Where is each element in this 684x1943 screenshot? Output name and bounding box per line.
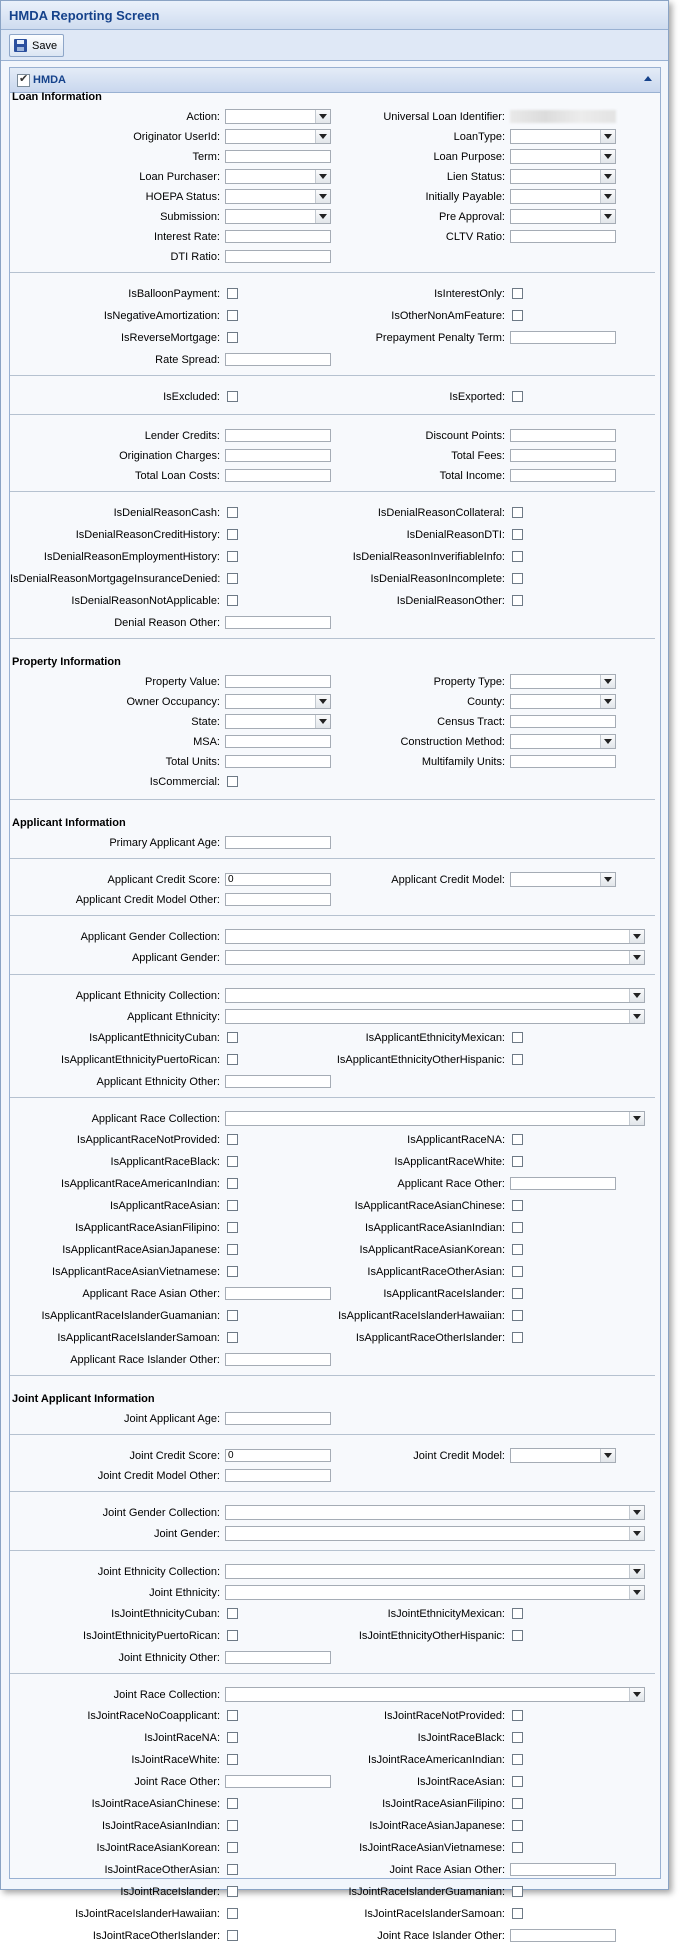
originator-userid-label: Originator UserId: — [133, 131, 220, 143]
applicant-credit-score-input[interactable]: 0 — [225, 873, 331, 886]
isapplicantraceasianchinese-checkbox[interactable] — [512, 1200, 523, 1211]
section-divider — [10, 1434, 655, 1435]
isjointraceotherasian-checkbox[interactable] — [227, 1864, 238, 1875]
isdenialreasonnotapplicable-label: IsDenialReasonNotApplicable: — [71, 595, 220, 607]
initially-payable-select[interactable] — [510, 189, 616, 204]
applicant-gender-label: Applicant Gender: — [131, 952, 220, 964]
chevron-down-icon[interactable] — [600, 695, 615, 708]
chevron-down-icon[interactable] — [629, 1010, 644, 1023]
joint-race-collection-select[interactable] — [225, 1687, 645, 1702]
loan-purchaser-label: Loan Purchaser: — [139, 171, 220, 183]
isapplicantracena-label: IsApplicantRaceNA: — [407, 1134, 505, 1146]
isapplicantraceasianfilipino-label: IsApplicantRaceAsianFilipino: — [75, 1222, 220, 1234]
isapplicantraceasianchinese-label: IsApplicantRaceAsianChinese: — [354, 1200, 505, 1212]
multifamily-units-input[interactable] — [510, 755, 616, 768]
isdenialreasoncash-label: IsDenialReasonCash: — [113, 507, 220, 519]
owner-occupancy-label: Owner Occupancy: — [126, 696, 220, 708]
joint-race-other-label: Joint Race Other: — [134, 1776, 220, 1788]
isinterestonly-label: IsInterestOnly: — [434, 288, 505, 300]
applicant-ethnicity-collection-label: Applicant Ethnicity Collection: — [75, 990, 220, 1002]
total-loan-costs-label: Total Loan Costs: — [135, 470, 220, 482]
isjointracenocoapplicant-checkbox[interactable] — [227, 1710, 238, 1721]
isapplicantraceasiankorean-label: IsApplicantRaceAsianKorean: — [359, 1244, 505, 1256]
total-income-label: Total Income: — [439, 470, 505, 482]
iscommercial-checkbox[interactable] — [227, 776, 238, 787]
isapplicantraceislanderguamanian-label: IsApplicantRaceIslanderGuamanian: — [41, 1310, 220, 1322]
joint-ethnicity-label: Joint Ethnicity: — [149, 1587, 220, 1599]
chevron-down-icon[interactable] — [600, 150, 615, 163]
isjointraceislander-label: IsJointRaceIslander: — [120, 1886, 220, 1898]
applicant-ethnicity-other-label: Applicant Ethnicity Other: — [96, 1076, 220, 1088]
isapplicantraceislanderhawaiian-label: IsApplicantRaceIslanderHawaiian: — [338, 1310, 505, 1322]
section-divider — [10, 1673, 655, 1674]
isapplicantraceasian-label: IsApplicantRaceAsian: — [109, 1200, 220, 1212]
isjointracenotprovided-label: IsJointRaceNotProvided: — [383, 1710, 505, 1722]
isapplicantraceislander-label: IsApplicantRaceIslander: — [383, 1288, 505, 1300]
prepayment-penalty-term-input[interactable] — [510, 331, 616, 344]
isapplicantethnicitycuban-label: IsApplicantEthnicityCuban: — [89, 1032, 220, 1044]
isothernonamfeature-checkbox[interactable] — [512, 310, 523, 321]
save-button-label: Save — [32, 39, 58, 52]
isdenialreasondti-checkbox[interactable] — [512, 529, 523, 540]
isjointethnicitycuban-checkbox[interactable] — [227, 1608, 238, 1619]
isjointethnicitypuertorican-label: IsJointEthnicityPuertoRican: — [83, 1630, 220, 1642]
chevron-down-icon[interactable] — [629, 1112, 644, 1125]
isjointraceamericanindian-label: IsJointRaceAmericanIndian: — [368, 1754, 505, 1766]
applicant-ethnicity-select[interactable] — [225, 1009, 645, 1024]
isjointraceislanderhawaiian-label: IsJointRaceIslanderHawaiian: — [75, 1908, 220, 1920]
isapplicantraceasianindian-label: IsApplicantRaceAsianIndian: — [364, 1222, 505, 1234]
isdenialreasondti-label: IsDenialReasonDTI: — [406, 529, 505, 541]
isapplicantracena-checkbox[interactable] — [512, 1134, 523, 1145]
joint-ethnicity-other-label: Joint Ethnicity Other: — [118, 1652, 220, 1664]
joint-ethnicity-other-input[interactable] — [225, 1651, 331, 1664]
isdenialreasoncash-checkbox[interactable] — [227, 507, 238, 518]
joint-gender-label: Joint Gender: — [153, 1528, 220, 1540]
isapplicantraceislandersamoan-label: IsApplicantRaceIslanderSamoan: — [57, 1332, 220, 1344]
isjointraceislandersamoan-label: IsJointRaceIslanderSamoan: — [364, 1908, 505, 1920]
isapplicantraceblack-checkbox[interactable] — [227, 1156, 238, 1167]
chevron-down-icon[interactable] — [600, 170, 615, 183]
title-bar — [1, 1, 668, 30]
applicant-credit-model-select[interactable] — [510, 872, 616, 887]
isapplicantethnicitycuban-checkbox[interactable] — [227, 1032, 238, 1043]
section-divider — [10, 414, 655, 415]
isjointraceislanderguamanian-checkbox[interactable] — [512, 1886, 523, 1897]
isjointethnicitypuertorican-checkbox[interactable] — [227, 1630, 238, 1641]
isjointracena-label: IsJointRaceNA: — [144, 1732, 220, 1744]
joint-credit-score-input[interactable]: 0 — [225, 1449, 331, 1462]
discount-points-label: Discount Points: — [425, 430, 505, 442]
isjointraceasiankorean-checkbox[interactable] — [227, 1842, 238, 1853]
applicant-credit-model-other-input[interactable] — [225, 893, 331, 906]
lien-status-select[interactable] — [510, 169, 616, 184]
isapplicantraceislandersamoan-checkbox[interactable] — [227, 1332, 238, 1343]
isdenialreasoncollateral-label: IsDenialReasonCollateral: — [377, 507, 505, 519]
applicant-credit-model-label: Applicant Credit Model: — [391, 874, 505, 886]
joint-gender-collection-label: Joint Gender Collection: — [102, 1507, 220, 1519]
isjointraceblack-checkbox[interactable] — [512, 1732, 523, 1743]
initially-payable-label: Initially Payable: — [425, 191, 505, 203]
construction-method-label: Construction Method: — [400, 736, 505, 748]
joint-race-asian-other-label: Joint Race Asian Other: — [389, 1864, 505, 1876]
denial-reason-other-label: Denial Reason Other: — [114, 617, 220, 629]
term-label: Term: — [192, 151, 220, 163]
applicant-race-asian-other-label: Applicant Race Asian Other: — [82, 1288, 220, 1300]
county-select[interactable] — [510, 694, 616, 709]
loantype-label: LoanType: — [453, 131, 505, 143]
isjointraceasianfilipino-label: IsJointRaceAsianFilipino: — [382, 1798, 505, 1810]
save-button[interactable] — [9, 34, 64, 57]
isjointraceamericanindian-checkbox[interactable] — [512, 1754, 523, 1765]
isapplicantraceasiankorean-checkbox[interactable] — [512, 1244, 523, 1255]
isdenialreasonincomplete-checkbox[interactable] — [512, 573, 523, 584]
section-header[interactable] — [10, 68, 660, 93]
chevron-down-icon[interactable] — [629, 989, 644, 1002]
prepayment-penalty-term-label: Prepayment Penalty Term: — [375, 332, 505, 344]
isapplicantracenotprovided-label: IsApplicantRaceNotProvided: — [76, 1134, 220, 1146]
total-units-label: Total Units: — [165, 756, 220, 768]
isapplicantraceasianjapanese-checkbox[interactable] — [227, 1244, 238, 1255]
applicant-gender-collection-label: Applicant Gender Collection: — [80, 931, 220, 943]
applicant-ethnicity-other-input[interactable] — [225, 1075, 331, 1088]
isapplicantraceasian-checkbox[interactable] — [227, 1200, 238, 1211]
applicant-gender-select[interactable] — [225, 950, 645, 965]
rate-spread-input[interactable] — [225, 353, 331, 366]
isjointraceotherislander-checkbox[interactable] — [227, 1930, 238, 1941]
isapplicantraceotherasian-label: IsApplicantRaceOtherAsian: — [367, 1266, 505, 1278]
isdenialreasonincomplete-label: IsDenialReasonIncomplete: — [370, 573, 505, 585]
isapplicantraceasianindian-checkbox[interactable] — [512, 1222, 523, 1233]
section-divider — [10, 375, 655, 376]
section-divider — [10, 1491, 655, 1492]
isapplicantraceasianvietnamese-checkbox[interactable] — [227, 1266, 238, 1277]
joint-credit-score-label: Joint Credit Score: — [129, 1450, 220, 1462]
collapse-icon[interactable] — [644, 76, 652, 81]
isapplicantethnicityotherhispanic-label: IsApplicantEthnicityOtherHispanic: — [336, 1054, 505, 1066]
cltv-ratio-label: CLTV Ratio: — [445, 231, 505, 243]
applicant-race-collection-label: Applicant Race Collection: — [91, 1113, 220, 1125]
chevron-down-icon[interactable] — [629, 1565, 644, 1578]
property-type-label: Property Type: — [433, 676, 505, 688]
chevron-down-icon[interactable] — [600, 873, 615, 886]
isdenialreasoninverifiableinfo-checkbox[interactable] — [512, 551, 523, 562]
applicant-gender-collection-select[interactable] — [225, 929, 645, 944]
isapplicantraceislander-checkbox[interactable] — [512, 1288, 523, 1299]
action-label: Action: — [186, 111, 220, 123]
joint-credit-model-other-input[interactable] — [225, 1469, 331, 1482]
loan-purpose-select[interactable] — [510, 149, 616, 164]
loan-information-heading: Loan Information — [12, 91, 102, 103]
isapplicantraceislanderguamanian-checkbox[interactable] — [227, 1310, 238, 1321]
applicant-credit-score-label: Applicant Credit Score: — [107, 874, 220, 886]
section-divider — [10, 491, 655, 492]
isballoonpayment-label: IsBalloonPayment: — [128, 288, 220, 300]
census-tract-input[interactable] — [510, 715, 616, 728]
joint-race-islander-other-input[interactable] — [510, 1929, 616, 1942]
isapplicantethnicitymexican-checkbox[interactable] — [512, 1032, 523, 1043]
hoepa-status-label: HOEPA Status: — [145, 191, 220, 203]
lender-credits-label: Lender Credits: — [144, 430, 220, 442]
primary-applicant-age-label: Primary Applicant Age: — [109, 837, 220, 849]
loan-purpose-label: Loan Purpose: — [433, 151, 505, 163]
isapplicantraceblack-label: IsApplicantRaceBlack: — [110, 1156, 220, 1168]
hmda-section — [9, 67, 661, 1942]
applicant-ethnicity-collection-select[interactable] — [225, 988, 645, 1003]
applicant-race-collection-select[interactable] — [225, 1111, 645, 1126]
dti-ratio-input[interactable] — [225, 250, 331, 263]
isnegativeamortization-checkbox[interactable] — [227, 310, 238, 321]
applicant-race-islander-other-label: Applicant Race Islander Other: — [70, 1354, 220, 1366]
isjointraceasiankorean-label: IsJointRaceAsianKorean: — [96, 1842, 220, 1854]
isjointraceislandersamoan-checkbox[interactable] — [512, 1908, 523, 1919]
isdenialreasoncollateral-checkbox[interactable] — [512, 507, 523, 518]
isnegativeamortization-label: IsNegativeAmortization: — [103, 310, 220, 322]
applicant-race-other-label: Applicant Race Other: — [397, 1178, 505, 1190]
submission-label: Submission: — [160, 211, 220, 223]
section-divider — [10, 915, 655, 916]
isjointraceotherislander-label: IsJointRaceOtherIslander: — [92, 1930, 220, 1942]
applicant-race-islander-other-input[interactable] — [225, 1353, 331, 1366]
isexcluded-checkbox[interactable] — [227, 391, 238, 402]
isapplicantraceasianfilipino-checkbox[interactable] — [227, 1222, 238, 1233]
chevron-down-icon[interactable] — [600, 735, 615, 748]
isdenialreasonmortgageinsurancedenied-label: IsDenialReasonMortgageInsuranceDenied: — [10, 573, 221, 585]
isdenialreasoncredithistory-checkbox[interactable] — [227, 529, 238, 540]
primary-applicant-age-input[interactable] — [225, 836, 331, 849]
joint-ethnicity-collection-select[interactable] — [225, 1564, 645, 1579]
chevron-down-icon[interactable] — [629, 1506, 644, 1519]
section-divider — [10, 1550, 655, 1551]
chevron-down-icon[interactable] — [600, 190, 615, 203]
section-divider — [10, 638, 655, 639]
isjointraceasian-checkbox[interactable] — [512, 1776, 523, 1787]
isjointraceasian-label: IsJointRaceAsian: — [416, 1776, 505, 1788]
joint-applicant-age-input[interactable] — [225, 1412, 331, 1425]
applicant-ethnicity-label: Applicant Ethnicity: — [127, 1011, 220, 1023]
isjointraceislanderguamanian-label: IsJointRaceIslanderGuamanian: — [348, 1886, 505, 1898]
isjointracenotprovided-checkbox[interactable] — [512, 1710, 523, 1721]
chevron-down-icon[interactable] — [629, 951, 644, 964]
isapplicantraceotherislander-label: IsApplicantRaceOtherIslander: — [355, 1332, 505, 1344]
window-title: HMDA Reporting Screen — [9, 8, 160, 23]
section-divider — [10, 858, 655, 859]
isdenialreasoninverifiableinfo-label: IsDenialReasonInverifiableInfo: — [352, 551, 505, 563]
isreversemortgage-checkbox[interactable] — [227, 332, 238, 343]
joint-gender-select[interactable] — [225, 1526, 645, 1541]
rate-spread-label: Rate Spread: — [155, 354, 220, 366]
property-value-label: Property Value: — [144, 676, 220, 688]
isjointraceasianvietnamese-label: IsJointRaceAsianVietnamese: — [359, 1842, 505, 1854]
chevron-down-icon[interactable] — [629, 1527, 644, 1540]
chevron-down-icon[interactable] — [600, 675, 615, 688]
origination-charges-label: Origination Charges: — [119, 450, 220, 462]
joint-credit-model-select[interactable] — [510, 1448, 616, 1463]
isjointethnicityotherhispanic-label: IsJointEthnicityOtherHispanic: — [358, 1630, 505, 1642]
section-divider — [10, 1097, 655, 1098]
chevron-down-icon[interactable] — [629, 1586, 644, 1599]
property-information-heading: Property Information — [12, 656, 121, 668]
isapplicantraceotherasian-checkbox[interactable] — [512, 1266, 523, 1277]
joint-applicant-information-heading: Joint Applicant Information — [12, 1393, 155, 1405]
county-label: County: — [467, 696, 505, 708]
isreversemortgage-label: IsReverseMortgage: — [120, 332, 220, 344]
property-type-select[interactable] — [510, 674, 616, 689]
state-label: State: — [191, 716, 220, 728]
isjointracewhite-label: IsJointRaceWhite: — [131, 1754, 220, 1766]
joint-ethnicity-collection-label: Joint Ethnicity Collection: — [97, 1566, 220, 1578]
interest-rate-label: Interest Rate: — [153, 231, 220, 243]
joint-race-collection-label: Joint Race Collection: — [113, 1689, 220, 1701]
floppy-disk-icon — [14, 39, 27, 52]
loantype-select[interactable] — [510, 129, 616, 144]
isapplicantracewhite-checkbox[interactable] — [512, 1156, 523, 1167]
isjointethnicityotherhispanic-checkbox[interactable] — [512, 1630, 523, 1641]
isapplicantraceamericanindian-label: IsApplicantRaceAmericanIndian: — [61, 1178, 220, 1190]
construction-method-select[interactable] — [510, 734, 616, 749]
pre-approval-select[interactable] — [510, 209, 616, 224]
isdenialreasonemploymenthistory-label: IsDenialReasonEmploymentHistory: — [43, 551, 220, 563]
isapplicantethnicityotherhispanic-checkbox[interactable] — [512, 1054, 523, 1065]
isjointraceblack-label: IsJointRaceBlack: — [417, 1732, 505, 1744]
isapplicantethnicitypuertorican-checkbox[interactable] — [227, 1054, 238, 1065]
joint-ethnicity-select[interactable] — [225, 1585, 645, 1600]
isjointraceasianjapanese-label: IsJointRaceAsianJapanese: — [369, 1820, 505, 1832]
cltv-ratio-input[interactable] — [510, 230, 616, 243]
denial-reason-other-input[interactable] — [225, 616, 331, 629]
chevron-down-icon[interactable] — [600, 130, 615, 143]
isinterestonly-checkbox[interactable] — [512, 288, 523, 299]
isjointracena-checkbox[interactable] — [227, 1732, 238, 1743]
isapplicantethnicitypuertorican-label: IsApplicantEthnicityPuertoRican: — [61, 1054, 220, 1066]
isdenialreasonother-label: IsDenialReasonOther: — [396, 595, 505, 607]
section-divider — [10, 974, 655, 975]
chevron-down-icon[interactable] — [600, 210, 615, 223]
isballoonpayment-checkbox[interactable] — [227, 288, 238, 299]
joint-race-asian-other-input[interactable] — [510, 1863, 616, 1876]
isjointethnicitymexican-label: IsJointEthnicityMexican: — [387, 1608, 505, 1620]
isapplicantracewhite-label: IsApplicantRaceWhite: — [394, 1156, 505, 1168]
isothernonamfeature-label: IsOtherNonAmFeature: — [391, 310, 505, 322]
applicant-information-heading: Applicant Information — [12, 817, 126, 829]
isapplicantraceasianvietnamese-label: IsApplicantRaceAsianVietnamese: — [52, 1266, 220, 1278]
isjointethnicitycuban-label: IsJointEthnicityCuban: — [111, 1608, 220, 1620]
joint-gender-collection-select[interactable] — [225, 1505, 645, 1520]
multifamily-units-label: Multifamily Units: — [421, 756, 505, 768]
chevron-down-icon[interactable] — [629, 930, 644, 943]
isdenialreasoncredithistory-label: IsDenialReasonCreditHistory: — [75, 529, 220, 541]
joint-applicant-age-label: Joint Applicant Age: — [123, 1413, 220, 1425]
isapplicantethnicitymexican-label: IsApplicantEthnicityMexican: — [365, 1032, 505, 1044]
isdenialreasonother-checkbox[interactable] — [512, 595, 523, 606]
isapplicantraceotherislander-checkbox[interactable] — [512, 1332, 523, 1343]
total-fees-label: Total Fees: — [451, 450, 505, 462]
chevron-down-icon[interactable] — [629, 1688, 644, 1701]
applicant-credit-model-other-label: Applicant Credit Model Other: — [75, 894, 220, 906]
isjointraceislanderhawaiian-checkbox[interactable] — [227, 1908, 238, 1919]
msa-label: MSA: — [193, 736, 220, 748]
chevron-down-icon[interactable] — [600, 1449, 615, 1462]
isjointracewhite-checkbox[interactable] — [227, 1754, 238, 1765]
isapplicantraceamericanindian-checkbox[interactable] — [227, 1178, 238, 1189]
section-divider — [10, 1375, 655, 1376]
universal-loan-identifier-label: Universal Loan Identifier: — [383, 111, 505, 123]
isdenialreasonmortgageinsurancedenied-checkbox[interactable] — [227, 573, 238, 584]
section-divider — [10, 799, 655, 800]
total-fees-input[interactable] — [510, 449, 616, 462]
isapplicantracenotprovided-checkbox[interactable] — [227, 1134, 238, 1145]
isexported-label: IsExported: — [449, 391, 505, 403]
isjointraceasianindian-checkbox[interactable] — [227, 1820, 238, 1831]
section-divider — [10, 272, 655, 273]
isjointraceasianfilipino-checkbox[interactable] — [512, 1798, 523, 1809]
isjointraceasianjapanese-checkbox[interactable] — [512, 1820, 523, 1831]
applicant-race-other-input[interactable] — [510, 1177, 616, 1190]
joint-credit-model-label: Joint Credit Model: — [413, 1450, 505, 1462]
isexcluded-label: IsExcluded: — [163, 391, 220, 403]
joint-race-islander-other-label: Joint Race Islander Other: — [377, 1930, 505, 1942]
isjointraceasianchinese-checkbox[interactable] — [227, 1798, 238, 1809]
total-income-input[interactable] — [510, 469, 616, 482]
isjointethnicitymexican-checkbox[interactable] — [512, 1608, 523, 1619]
lien-status-label: Lien Status: — [446, 171, 505, 183]
iscommercial-label: IsCommercial: — [149, 776, 220, 788]
isapplicantraceislanderhawaiian-checkbox[interactable] — [512, 1310, 523, 1321]
isjointraceasianvietnamese-checkbox[interactable] — [512, 1842, 523, 1853]
pre-approval-label: Pre Approval: — [438, 211, 505, 223]
isjointraceotherasian-label: IsJointRaceOtherAsian: — [104, 1864, 220, 1876]
census-tract-label: Census Tract: — [437, 716, 505, 728]
isapplicantraceasianjapanese-label: IsApplicantRaceAsianJapanese: — [62, 1244, 220, 1256]
universal-loan-identifier-value — [510, 110, 616, 123]
isjointracenocoapplicant-label: IsJointRaceNoCoapplicant: — [87, 1710, 220, 1722]
isjointraceasianchinese-label: IsJointRaceAsianChinese: — [91, 1798, 220, 1810]
isexported-checkbox[interactable] — [512, 391, 523, 402]
isjointraceasianindian-label: IsJointRaceAsianIndian: — [101, 1820, 220, 1832]
dti-ratio-label: DTI Ratio: — [170, 251, 220, 263]
toolbar — [1, 30, 668, 61]
joint-credit-model-other-label: Joint Credit Model Other: — [97, 1470, 220, 1482]
isjointraceislander-checkbox[interactable] — [227, 1886, 238, 1897]
section-checkbox[interactable] — [17, 74, 30, 87]
section-title: HMDA — [33, 74, 66, 86]
isdenialreasonemploymenthistory-checkbox[interactable] — [227, 551, 238, 562]
discount-points-input[interactable] — [510, 429, 616, 442]
isdenialreasonnotapplicable-checkbox[interactable] — [227, 595, 238, 606]
